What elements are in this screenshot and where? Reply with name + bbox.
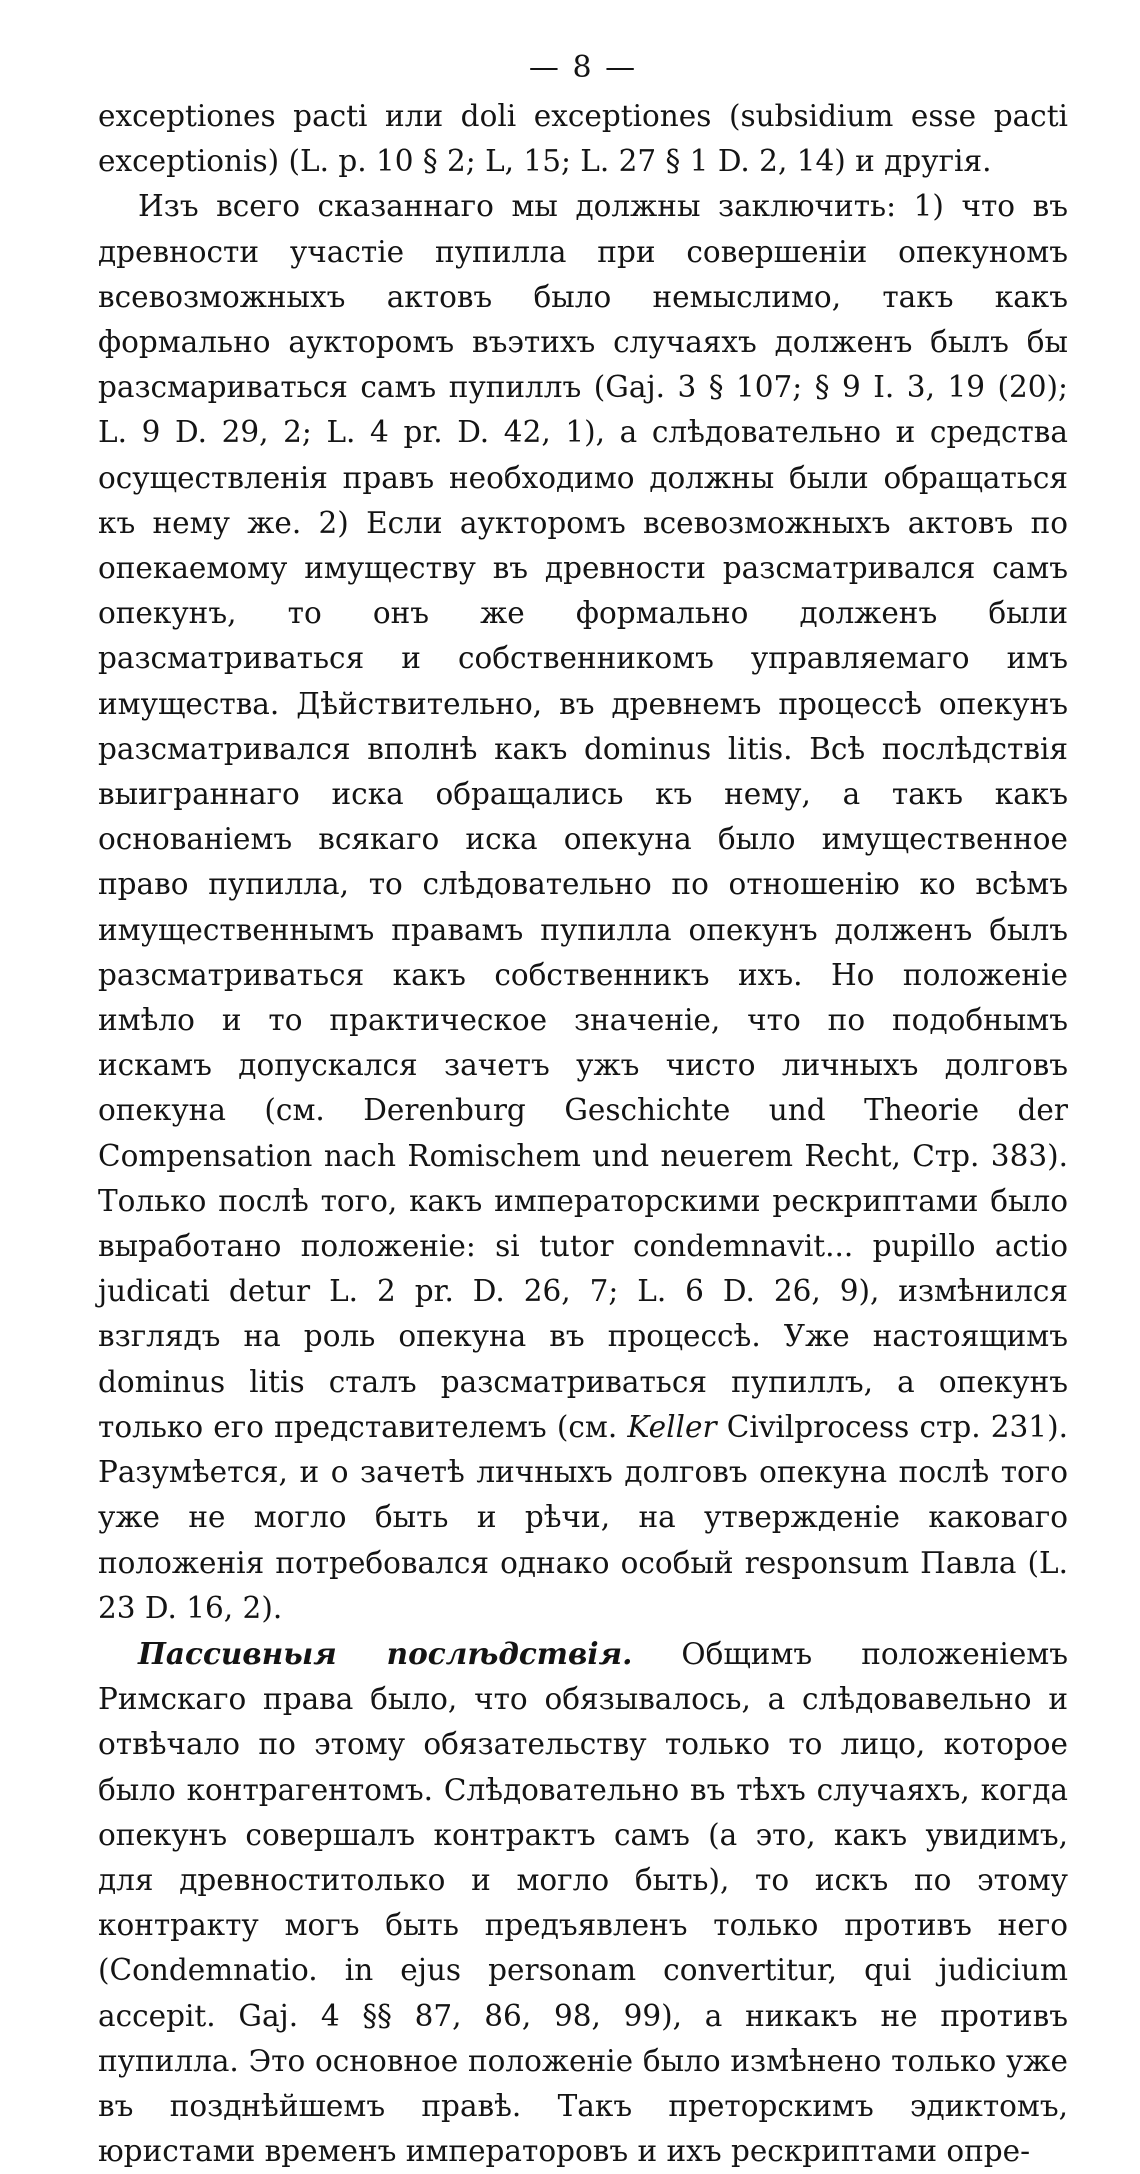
page-number: — 8 —: [528, 50, 638, 85]
author-name-italic: Keller: [627, 1409, 717, 1444]
section-title: Пассивныя послѣдствія.: [138, 1635, 633, 1671]
paragraph-text: Общимъ положеніемъ Римскаго права было, что обязывалось, а слѣдовавельно и отвѣчало по этому обязательству только то лицо, которое было контрагентомъ. Слѣдовательно въ тѣхъ случаяхъ, когда опекунъ совершалъ контрактъ самъ (а это, какъ увидимъ, для древноститолько и могло быть), то искъ по этому контракту могъ быть предъявленъ только противъ него (Condemnatio. in ejus personam convertitur, qui judicium accepit. Gaj. 4 §§ 87, 86, 98, 99), а никакъ не противъ пупилла. Это основное положеніе было измѣнено только уже въ позднѣйшемъ правѣ. Такъ преторскимъ эдиктомъ, юристами временъ императоровъ и ихъ рескриптами опре-: [98, 1636, 1068, 2169]
paragraph-text: exceptiones pacti или doli exceptiones (subsidium esse pacti exceptionis) (L. p. 10 § 2; L, 15; L. 27 § 1 D. 2, 14) и другія.: [98, 99, 1068, 179]
body-text: [98, 94, 1068, 2174]
paragraph-conclusions: [98, 184, 1068, 1631]
paragraph-continuation: [98, 94, 1068, 184]
paragraph-passive-consequences: [98, 1631, 1068, 2174]
book-page: [98, 48, 1068, 2174]
paragraph-text: Изъ всего сказаннаго мы должны заключить: 1) что въ древности участіе пупилла при совершеніи опекуномъ всевозможныхъ актовъ было немыслимо, такъ какъ формально аукторомъ въэтихъ случаяхъ долженъ былъ бы разсмариваться самъ пупиллъ (Gaj. 3 § 107; § 9 I. 3, 19 (20); L. 9 D. 29, 2; L. 4 pr. D. 42, 1), а слѣдовательно и средства осуществленія правъ необходимо должны были обращаться къ нему же. 2) Если аукторомъ всевозможныхъ актовъ по опекаемому имуществу въ древности разсматривался самъ опекунъ, то онъ же формально долженъ были разсматриваться и собственникомъ управляемаго имъ имущества. Дѣйствительно, въ древнемъ процессѣ опекунъ разсматривался вполнѣ какъ dominus litis. Всѣ послѣдствія выиграннаго иска обращались къ нему, а такъ какъ основаніемъ всякаго иска опекуна было имущественное право пупилла, то слѣдовательно по отношенію ко всѣмъ имущественнымъ правамъ пупилла опекунъ долженъ былъ разсматриваться какъ собственникъ ихъ. Но положеніе имѣло и то практическое значеніе, что по подобнымъ искамъ допускался зачетъ ужъ чисто личныхъ долговъ опекуна (см. Derenburg Geschichte und Theorie der Compensation nach Romischem und neuerem Recht, Стр. 383). Только послѣ того, какъ императорскими рескриптами было выработано положеніе: si tutor condemnavit... pupillo actio judicati detur L. 2 pr. D. 26, 7; L. 6 D. 26, 9), измѣнился взглядъ на роль опекуна въ процессѣ. Уже настоящимъ dominus litis сталъ разсматриваться пупиллъ, а опекунъ только его представителемъ (см.: [98, 189, 1068, 1444]
paragraph-text-continued: Civilprocess стр. 231). Разумѣется, и о зачетѣ личныхъ долговъ опекуна послѣ того уже не могло быть и рѣчи, на утвержденіе каковаго положенія потребовался однако особый responsum Павла (L. 23 D. 16, 2).: [98, 1409, 1068, 1625]
